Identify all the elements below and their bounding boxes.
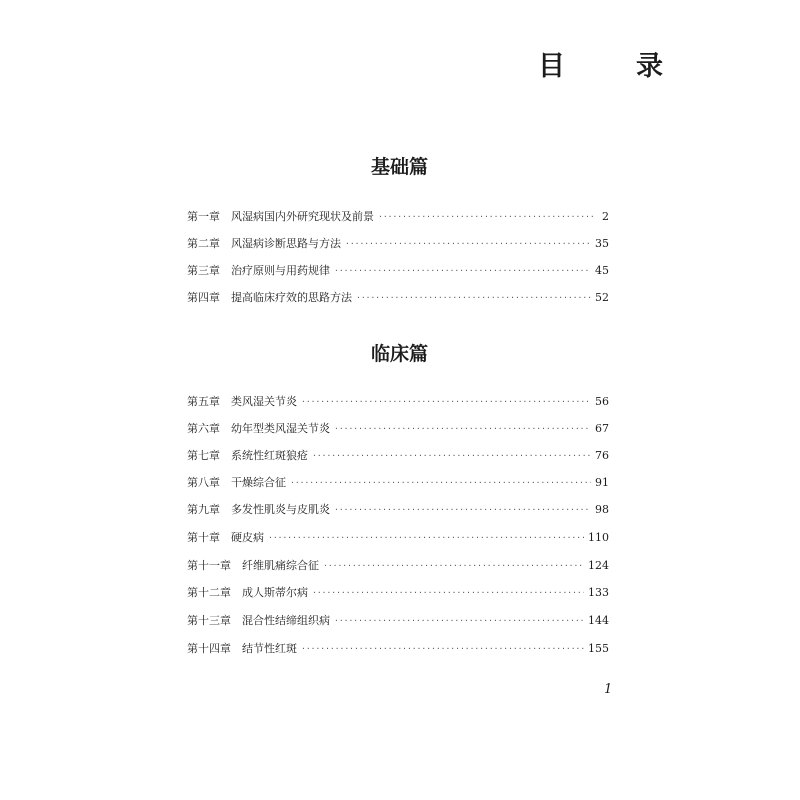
chapter-number: 第七章: [187, 449, 220, 462]
dot-leader: [334, 500, 591, 520]
page-number: 133: [588, 586, 609, 599]
chapter-title: 提高临床疗效的思路方法: [231, 291, 352, 304]
dot-leader: [268, 528, 584, 548]
dot-leader: [323, 556, 584, 576]
chapter-number: 第十二章: [187, 586, 231, 599]
chapter-number: 第十章: [187, 531, 220, 544]
chapter-title: 幼年型类风湿关节炎: [231, 422, 330, 435]
toc-entry[interactable]: [187, 556, 609, 576]
toc-entry[interactable]: [187, 446, 609, 466]
page-number: 124: [588, 559, 609, 572]
chapter-title: 硬皮病: [231, 531, 264, 544]
page-number: 91: [595, 476, 609, 489]
toc-entry[interactable]: [187, 473, 609, 493]
chapter-title: 多发性肌炎与皮肌炎: [231, 503, 330, 516]
dot-leader: [356, 288, 591, 308]
dot-leader: [378, 207, 595, 227]
chapter-title: 纤维肌痛综合征: [242, 559, 319, 572]
chapter-number: 第三章: [187, 264, 220, 277]
toc-entry[interactable]: [187, 528, 609, 548]
page-number: 110: [588, 531, 609, 544]
chapter-number: 第五章: [187, 395, 220, 408]
page-number: 45: [595, 264, 609, 277]
chapter-title: 结节性红斑: [242, 642, 297, 655]
chapter-title: 混合性结缔组织病: [242, 614, 330, 627]
chapter-number: 第十三章: [187, 614, 231, 627]
chapter-number: 第九章: [187, 503, 220, 516]
dot-leader: [312, 446, 591, 466]
toc-entry[interactable]: [187, 583, 609, 603]
dot-leader: [301, 392, 591, 412]
dot-leader: [334, 611, 584, 631]
dot-leader: [301, 639, 584, 659]
page-number: 2: [602, 210, 609, 223]
chapter-number: 第十一章: [187, 559, 231, 572]
page-folio: 1: [604, 682, 613, 697]
chapter-title: 治疗原则与用药规律: [231, 264, 330, 277]
toc-entry[interactable]: [187, 234, 609, 254]
toc-entry[interactable]: [187, 207, 609, 227]
chapter-title: 类风湿关节炎: [231, 395, 297, 408]
dot-leader: [334, 419, 591, 439]
page-number: 56: [595, 395, 609, 408]
chapter-title: 干燥综合征: [231, 476, 286, 489]
chapter-title: 系统性红斑狼疮: [231, 449, 308, 462]
chapter-number: 第二章: [187, 237, 220, 250]
page-number: 76: [595, 449, 609, 462]
toc-entry[interactable]: [187, 639, 609, 659]
dot-leader: [345, 234, 591, 254]
toc-entry[interactable]: [187, 392, 609, 412]
section-heading-basic: 基础篇: [371, 156, 429, 178]
dot-leader: [290, 473, 591, 493]
chapter-title: 风湿病国内外研究现状及前景: [231, 210, 374, 223]
page-number: 98: [595, 503, 609, 516]
toc-entry[interactable]: [187, 500, 609, 520]
dot-leader: [334, 261, 591, 281]
chapter-title: 风湿病诊断思路与方法: [231, 237, 341, 250]
chapter-number: 第十四章: [187, 642, 231, 655]
toc-entry[interactable]: [187, 261, 609, 281]
section-heading-clinical: 临床篇: [371, 343, 429, 365]
chapter-number: 第四章: [187, 291, 220, 304]
page-number: 67: [595, 422, 609, 435]
chapter-number: 第一章: [187, 210, 220, 223]
page-number: 52: [595, 291, 609, 304]
chapter-number: 第八章: [187, 476, 220, 489]
page-number: 144: [588, 614, 609, 627]
page-title: 目 录: [538, 51, 685, 82]
page-number: 155: [588, 642, 609, 655]
toc-entry[interactable]: [187, 288, 609, 308]
chapter-title: 成人斯蒂尔病: [242, 586, 308, 599]
toc-entry[interactable]: [187, 611, 609, 631]
chapter-number: 第六章: [187, 422, 220, 435]
toc-entry[interactable]: [187, 419, 609, 439]
dot-leader: [312, 583, 584, 603]
page-number: 35: [595, 237, 609, 250]
